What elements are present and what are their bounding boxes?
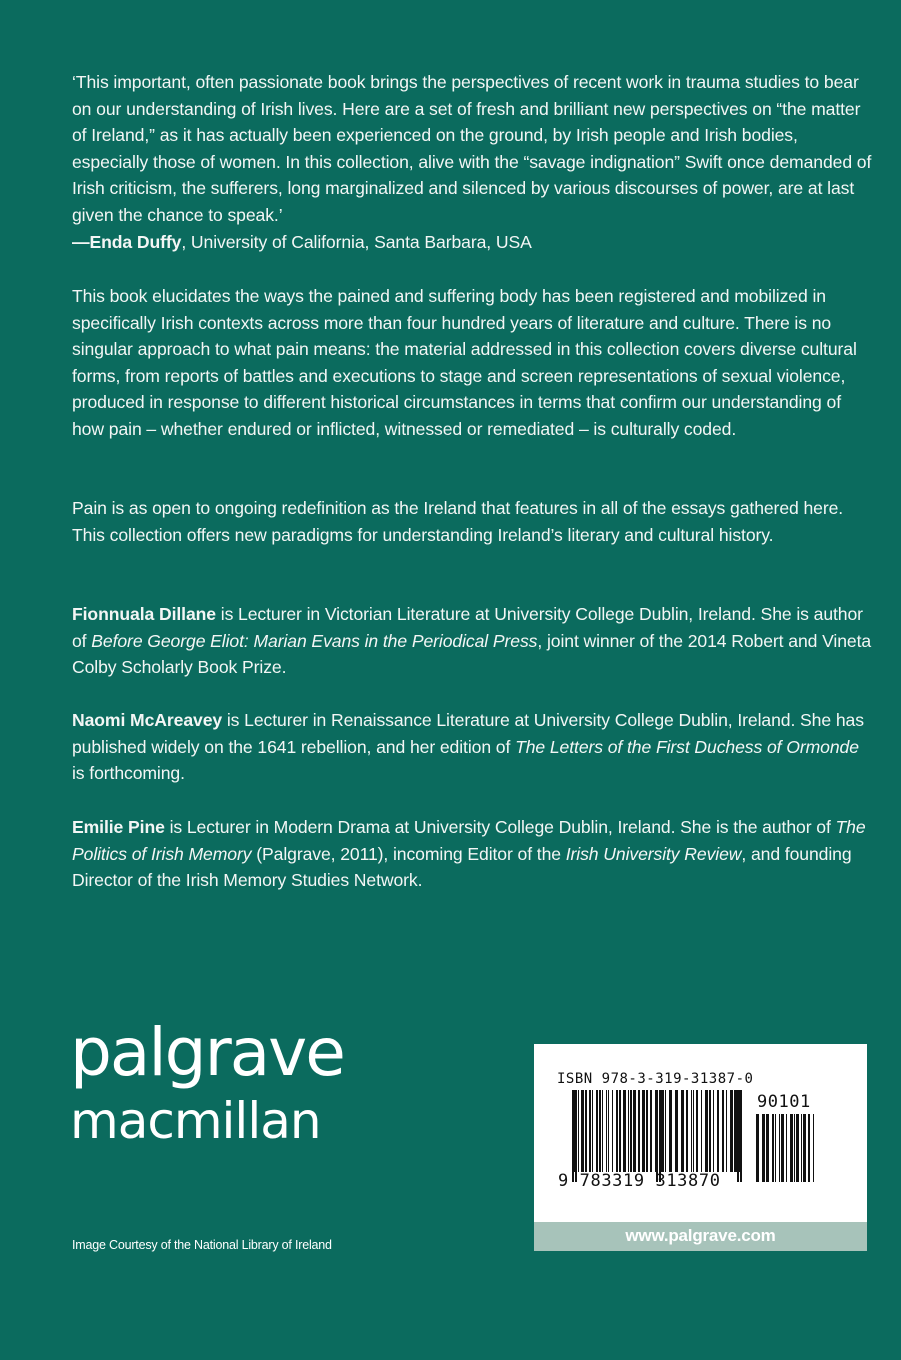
barcode-bar — [589, 1090, 591, 1172]
barcode-bar — [713, 1090, 714, 1172]
quote-affiliation: , University of California, Santa Barbara, USA — [181, 231, 532, 252]
barcode-bar — [796, 1114, 799, 1182]
editor-bio-mcareavey — [72, 707, 872, 787]
barcode-bar — [616, 1090, 618, 1172]
publisher-website[interactable]: www.palgrave.com — [534, 1222, 867, 1251]
journal-title: Irish University Review — [565, 843, 742, 864]
barcode-bar — [612, 1090, 613, 1172]
barcode-bar — [578, 1090, 579, 1172]
editor-name: Fionnuala Dillane — [72, 604, 216, 624]
quote-text: ‘This important, often passionate book brings the perspectives of recent work in trauma studies to bear on our understanding of Irish lives. Here are a set of fresh and brilliant new perspectives on “the matter of Ireland,” as it has actually been experienced on the ground, by Irish people and Irish bodies, especially those of women. In this collection, alive with the “savage indignation” Swift once demanded of Irish criticism, the sufferers, long marginalized and silenced by various discourses of power, are at last given the chance to speak.’ — [72, 72, 872, 225]
barcode-bar — [701, 1090, 702, 1172]
barcode-guard-bar — [740, 1090, 742, 1182]
barcode-bar — [619, 1090, 621, 1172]
bio-text: is forthcoming. — [72, 763, 185, 784]
barcode-guard-bar — [656, 1090, 658, 1182]
bio-text: , and founding Director of the Irish Memory Studies Network. — [72, 843, 852, 891]
image-credit: Image Courtesy of the National Library of Ireland — [72, 1238, 332, 1252]
editor-bio-pine — [72, 814, 872, 894]
endorsement-quote — [72, 69, 872, 255]
quote-author: —Enda Duffy — [72, 231, 182, 252]
barcode-bar — [705, 1090, 708, 1172]
barcode-bar — [781, 1114, 784, 1182]
barcode-bar — [801, 1114, 802, 1182]
barcode-bar — [762, 1114, 765, 1182]
barcode-bar — [608, 1090, 609, 1172]
logo-line-palgrave: palgrave — [70, 1014, 344, 1091]
barcode-guard-bar — [737, 1090, 739, 1182]
barcode-bar — [585, 1090, 587, 1172]
bio-text: (Palgrave, 2011), incoming Editor of the — [251, 843, 566, 864]
barcode-bar — [681, 1090, 684, 1172]
barcode-bar — [630, 1090, 632, 1172]
barcode-graphic — [534, 1044, 867, 1222]
pain-paragraph — [72, 495, 872, 548]
editor-name: Naomi McAreavey — [72, 710, 223, 730]
barcode-bar — [730, 1090, 733, 1172]
bio-text: , joint winner of the 2014 Robert and Vineta Colby Scholarly Book Prize. — [72, 630, 872, 678]
barcode-bar — [633, 1090, 636, 1172]
barcode-bar — [623, 1090, 626, 1172]
barcode-bar — [772, 1114, 774, 1182]
barcode-bar — [717, 1090, 719, 1172]
barcode-bar — [602, 1090, 603, 1172]
bio-text: is Lecturer in Renaissance Literature at University College Dublin, Ireland. She has published widely on the 1641 rebellion, and her edition of — [72, 710, 864, 757]
barcode-bar — [696, 1090, 698, 1172]
logo-line-macmillan: macmillan — [70, 1092, 321, 1150]
barcode-bar — [790, 1114, 793, 1182]
book-title: Before George Eliot: Marian Evans in the Periodical Press — [91, 630, 538, 651]
barcode-bar — [756, 1114, 759, 1182]
barcode-bar — [691, 1090, 692, 1172]
book-title: The Letters of the First Duchess of Ormonde — [515, 736, 859, 757]
editor-bio-dillane — [72, 601, 872, 681]
publisher-logo — [70, 1014, 344, 1150]
barcode-bar — [786, 1114, 787, 1182]
barcode-bar — [722, 1090, 724, 1172]
barcode-bar — [808, 1114, 810, 1182]
barcode-bar — [709, 1090, 711, 1172]
barcode-bar — [693, 1090, 694, 1172]
barcode-bar — [596, 1090, 598, 1172]
barcode-bar — [813, 1114, 814, 1182]
editor-name: Emilie Pine — [72, 817, 165, 837]
book-title: The Politics of Irish Memory — [72, 817, 866, 864]
barcode-bar — [606, 1090, 607, 1172]
barcode-bar — [779, 1114, 780, 1182]
barcode-bar — [775, 1114, 776, 1182]
barcode-panel — [534, 1044, 867, 1222]
description-text: This book elucidates the ways the pained and suffering body has been registered and mobilized in specifically Irish contexts across more than four hundred years of literature and culture. There is no singular approach to what pain means: the material addressed in this collection covers diverse cultural forms, from reports of battles and executions to stage and screen representations of sexual violence, produced in response to different historical circumstances in terms that confirm our understanding of how pain – whether endured or inflicted, witnessed or remediated – is culturally coded. — [72, 286, 857, 439]
quote-attribution — [72, 229, 872, 256]
bio-text: is Lecturer in Victorian Literature at University College Dublin, Ireland. She is author of — [72, 604, 863, 651]
barcode-bar — [726, 1090, 727, 1172]
pain-text: Pain is as open to ongoing redefinition as the Ireland that features in all of the essays gathered here. This collection offers new paradigms for understanding Ireland’s literary and cultural history. — [72, 498, 844, 545]
barcode-bar — [650, 1090, 652, 1172]
barcode-bar — [794, 1114, 795, 1182]
barcode-addon-digits: 90101 — [757, 1092, 811, 1112]
barcode-bar — [646, 1090, 648, 1172]
barcode-bar — [638, 1090, 640, 1172]
barcode-bar — [686, 1090, 688, 1172]
barcode-bar — [803, 1114, 806, 1182]
barcode-bar — [628, 1090, 629, 1172]
book-description — [72, 283, 872, 443]
barcode-bar — [642, 1090, 645, 1172]
barcode-bar — [766, 1114, 769, 1182]
barcode-bar — [661, 1090, 664, 1172]
barcode-digits: 9 783319 313870 — [558, 1171, 721, 1191]
barcode-bar — [675, 1090, 678, 1172]
barcode-bar — [665, 1090, 666, 1172]
isbn-label: ISBN 978-3-319-31387-0 — [557, 1071, 754, 1087]
barcode-bar — [734, 1090, 737, 1172]
barcode-guard-bar — [575, 1090, 577, 1182]
barcode-bar — [599, 1090, 601, 1172]
barcode-guard-bar — [659, 1090, 661, 1182]
barcode-bar — [592, 1090, 593, 1172]
bio-text: is Lecturer in Modern Drama at University College Dublin, Ireland. She is the author of — [164, 817, 836, 837]
barcode-bar — [669, 1090, 672, 1172]
barcode-bar — [581, 1090, 584, 1172]
barcode-guard-bar — [572, 1090, 574, 1182]
